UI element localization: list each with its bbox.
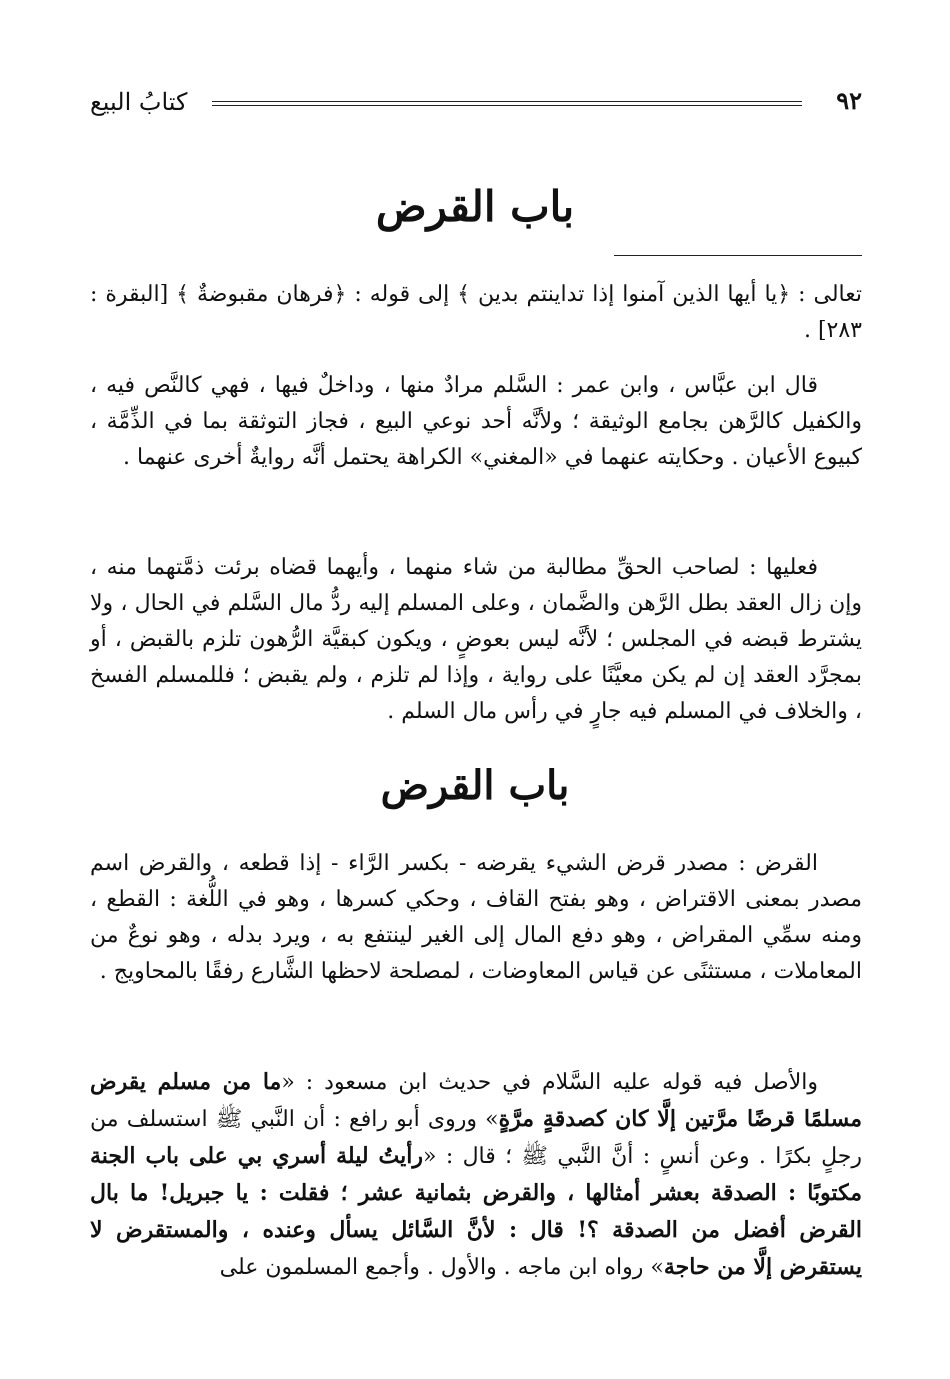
chapter-title: باب القرض bbox=[375, 182, 575, 231]
chapter-rule bbox=[614, 255, 862, 256]
hadith-quote: رأيتُ ليلة أسري بي على باب الجنة مكتوبًا : الصدقة بعشر أمثالها ، والقرض بثمانية عشر ؛ فقلت : يا جبريل! ما بال القرض أفضل من الصدقة ؟! قال : لأنَّ السَّائل يسأل وعنده ، والمستقرض لا يستقرض إلَّا من حاجة bbox=[90, 1143, 862, 1280]
intro-paragraph: تعالى : ﴿يا أيها الذين آمنوا إذا تداينتم بدين ﴾ إلى قوله : ﴿فرهان مقبوضةٌ ﴾ [البقرة : ٢٨٣] . bbox=[90, 282, 862, 343]
paragraph-text: قال ابن عبَّاس ، وابن عمر : السَّلم مرادٌ منها ، وداخلٌ فيها ، فهي كالنَّص فيه ، والكفيل كالرَّهن بجامع الوثيقة ؛ ولأنَّه أحد نوعي البيع ، فجاز التوثقة بما في الذِّمَّة ، كبيوع الأعيان . وحكايته عنهما في «المغني» الكراهة يحتمل أنَّه روايةٌ أخرى عنهما . bbox=[90, 373, 862, 470]
page-number: ٩٢ bbox=[836, 86, 862, 115]
text-run: والأصل فيه قوله عليه السَّلام في حديث ابن مسعود : « bbox=[281, 1070, 819, 1095]
paragraph-ibn-abbas bbox=[90, 368, 862, 476]
text-run: » وروى أبو رافع : أن النَّبي ﷺ استسلف من رجلٍ بكرًا . وعن أنسٍ : أنَّ النَّبي ﷺ ؛ قال : « bbox=[90, 1107, 863, 1169]
running-header bbox=[90, 86, 862, 126]
section-title: باب القرض bbox=[380, 762, 570, 809]
paragraph-text: القرض : مصدر قرض الشيء يقرضه - بكسر الرَّاء - إذا قطعه ، والقرض اسم مصدر بمعنى الاقتراض ، وهو بفتح القاف ، وحكي كسرها ، وهو في اللُّغة : القطع ، ومنه سمِّي المقراض ، وهو دفع المال إلى الغير لينتفع به ، ويرد بدله ، وهو نوعٌ من المعاملات ، مستثنًى عن قياس المعاوضات ، لمصلحة لاحظها الشَّارع رفقًا بالمحاويج . bbox=[90, 851, 862, 984]
book-title: كتابُ البيع bbox=[90, 88, 188, 116]
hadith-quote: ما من مسلم يقرض مسلمًا قرضًا مرَّتين إلَّا كان كصدقةٍ مرَّةٍ bbox=[90, 1069, 862, 1132]
paragraph-text: فعليها : لصاحب الحقِّ مطالبة من شاء منهما ، وأيهما قضاه برئت ذمَّتهما منه ، وإن زال العقد بطل الرَّهن والضَّمان ، وعلى المسلم إليه ردُّ مال السَّلم في الحال ، ولا يشترط قبضه في المجلس ؛ لأنَّه ليس بعوضٍ ، ويكون كبقيَّة الرُّهون تلزم بالقبض ، أو بمجرَّد العقد إن لم يكن معيَّنًا على رواية ، وإذا لم تلزم ، ولم يقبض ؛ فللمسلم الفسخ ، والخلاف في المسلم فيه جارٍ في رأس مال السلم . bbox=[90, 555, 862, 724]
paragraph-rights bbox=[90, 550, 862, 730]
header-rule bbox=[212, 101, 802, 106]
paragraph-definition bbox=[90, 846, 862, 990]
text-run: » رواه ابن ماجه . والأول . وأجمع المسلمون على bbox=[219, 1255, 664, 1280]
paragraph-hadith bbox=[90, 1064, 862, 1286]
intro-block bbox=[90, 277, 862, 349]
paragraph-text bbox=[90, 1064, 862, 1286]
